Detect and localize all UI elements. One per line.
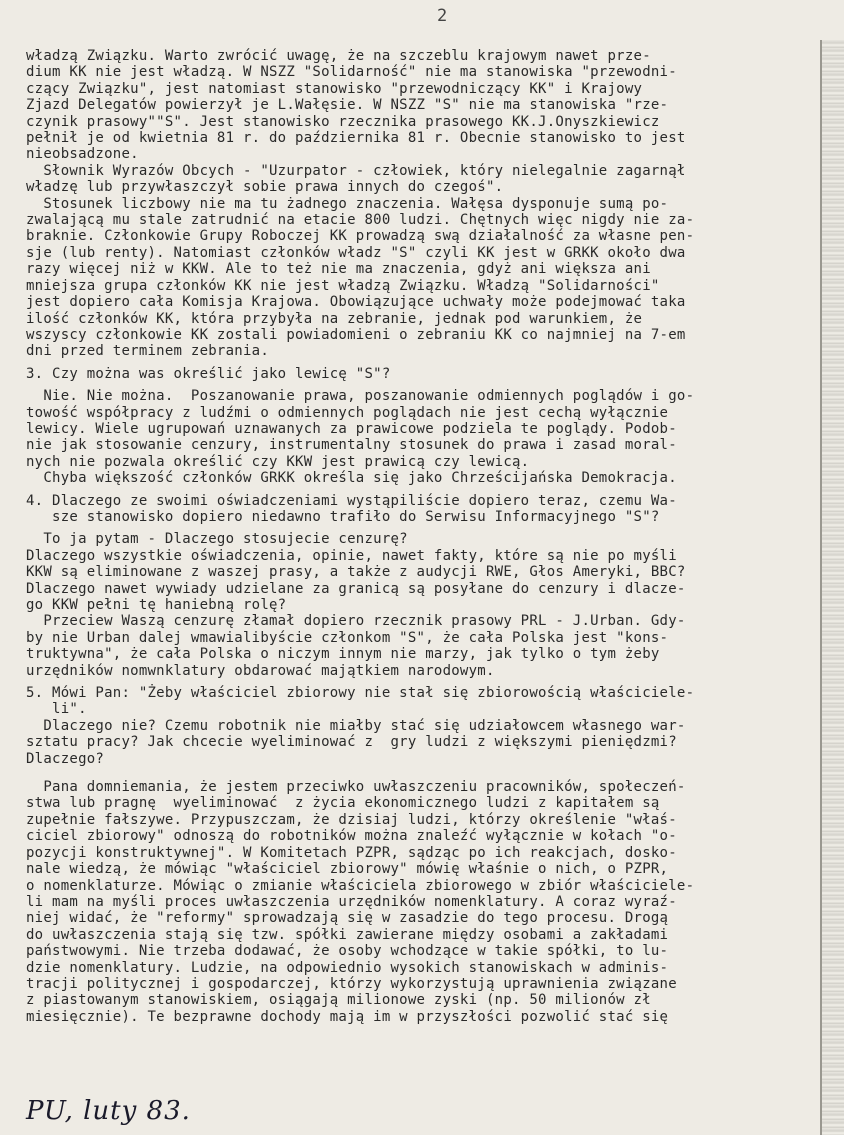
paragraph-usurper-definition: Słownik Wyrazów Obcych - "Uzurpator - człowiek, który nielegalnie zagarnął władzę lub przywłaszczył sobie prawa innych do czegoś". [26,162,686,196]
document-body [26,48,811,1025]
answer-4-continued: Przeciew Waszą cenzurę złamał dopiero rzecznik prasowy PRL - J.Urban. Gdy- by nie Urban dalej wmawialibyście członkom "S", że cała Polska jest "kons- truktywna", że cała Polska o niczym innym nie marzy, jak tylko o tym żeby urzędników nomwnklatury obdarować majątkiem narodowym. [26,613,686,679]
question-4: 4. Dlaczego ze swoimi oświadczeniami wystąpiliście dopiero teraz, czemu Wa- sze stanowisko dopiero niedawno trafiło do Serwisu Informacyjnego "S"? [26,492,677,525]
question-5: 5. Mówi Pan: "Żeby właściciel zbiorowy nie stał się zbiorowością właściciele- li". Dlaczego nie? Czemu robotnik nie miałby stać się udziałowcem własnego war- sztatu pracy? Jak chcecie wyeliminować z gry ludzi z większymi pieniędzmi? Dlaczego? [26,685,695,767]
answer-5: Pana domniemania, że jestem przeciwko uwłaszczeniu pracowników, społeczeń- stwa lub pragnę wyeliminować z życia ekonomicznego ludzi z kapitałem są zupełnie fałszywe. Przypuszczam, że dzisiaj ludzi, którzy określenie "właś- ciciel zbiorowy" odnoszą do robotników można znaleźć wyłącznie w kołach "o- pozycji konstruktywnej". W Komitetach PZPR, sądząc po ich reakcjach, dosko- nale wiedzą, że mówiąc "właściciel zbiorowy" mówię właśnie o nich, o PZPR, o nomenklaturze. Mówiąc o zmianie właściciela zbiorowego w zbiór właściciele- li mam na myśli proces uwłaszczenia urzędników nomenklatury. A coraz wyraź- niej widać, że "reformy" sprowadzają się w zasadzie do tego procesu. Drogą do uwłaszczenia stają się tzw. spółki zawierane między osobami a zakładami państwowymi. Nie trzeba dodawać, że osoby wchodzące w takie spółki, to lu- dzie nomenklatury. Ludzie, na odpowiednio wysokich stanowiskach w adminis- tracji politycznej i gospodarczej, którzy wykorzystują uprawnienia związane z piastowanym stanowiskiem, osiągają milionowe zyski (np. 50 milionów zł miesięcznie). Te bezprawne dochody mają im w przyszłości pozwolić stać się [26,779,695,1025]
paragraph-numerical-ratio: Stosunek liczbowy nie ma tu żadnego znaczenia. Wałęsa dysponuje sumą po- zwalającą mu stale zatrudnić na etacie 800 ludzi. Chętnych więc nigdy nie za- braknie. Członkowie Grupy Roboczej KK prowadzą swą działalność za własne pen- sje (lub renty). Natomiast członków władz "S" czyli KK jest w GRKK około dwa razy więcej niż w KKW. Ale to też nie ma znaczenia, gdyż ani większa ani mniejsza grupa członków KK nie jest władzą Związku. Władzą "Solidarności" jest dopiero cała Komisja Krajowa. Obowiązujące uchwały może podejmować taka ilość członków KK, która przybyła na zebranie, jednak pod warunkiem, że wszyscy członkowie KK zostali powiadomieni o zebraniu KK co najmniej na 7-em dni przed terminem zebrania. [26,195,695,360]
handwritten-note: PU, luty 83. [26,1096,191,1126]
page-number: 2 [437,6,448,26]
page-binding-edge [820,40,844,1135]
answer-4: To ja pytam - Dlaczego stosujecie cenzurę? Dlaczego wszystkie oświadczenia, opinie, nawet fakty, które są nie po myśli KKW są eliminowane z waszej prasy, a także z audycji RWE, Głos Ameryki, BBC? Dlaczego nawet wywiady udzielane za granicą są posyłane do cenzury i dlacze- go KKW pełni tę haniebną rolę? [26,531,686,613]
question-3: 3. Czy można was określić jako lewicę "S"? [26,365,391,382]
paragraph-authority-of-union: władzą Związku. Warto zwrócić uwagę, że na szczeblu krajowym nawet prze- dium KK nie jest władzą. W NSZZ "Solidarność" nie ma stanowiska "przewodni- czący Związku", jest natomiast stanowisko "przewodniczący KK" i Krajowy Zjazd Delegatów powierzył je L.Wałęsie. W NSZZ "S" nie ma stanowiska "rze- czynik prasowy""S". Jest stanowisko rzecznika prasowego KK.J.Onyszkiewicz pełnił je od kwietnia 81 r. do października 81 r. Obecnie stanowisko to jest nieobsadzone. [26,48,686,163]
answer-3: Nie. Nie można. Poszanowanie prawa, poszanowanie odmiennych poglądów i go- towość współpracy z ludźmi o odmiennych poglądach nie jest cechą wyłącznie lewicy. Wiele ugrupowań uznawanych za prawicowe podziela te poglądy. Podob- nie jak stosowanie cenzury, instrumentalny stosunek do prawa i zasad moral- nych nie pozwala określić czy KKW jest prawicą czy lewicą. Chyba większość członków GRKK określa się jako Chrześcijańska Demokracja. [26,388,695,487]
